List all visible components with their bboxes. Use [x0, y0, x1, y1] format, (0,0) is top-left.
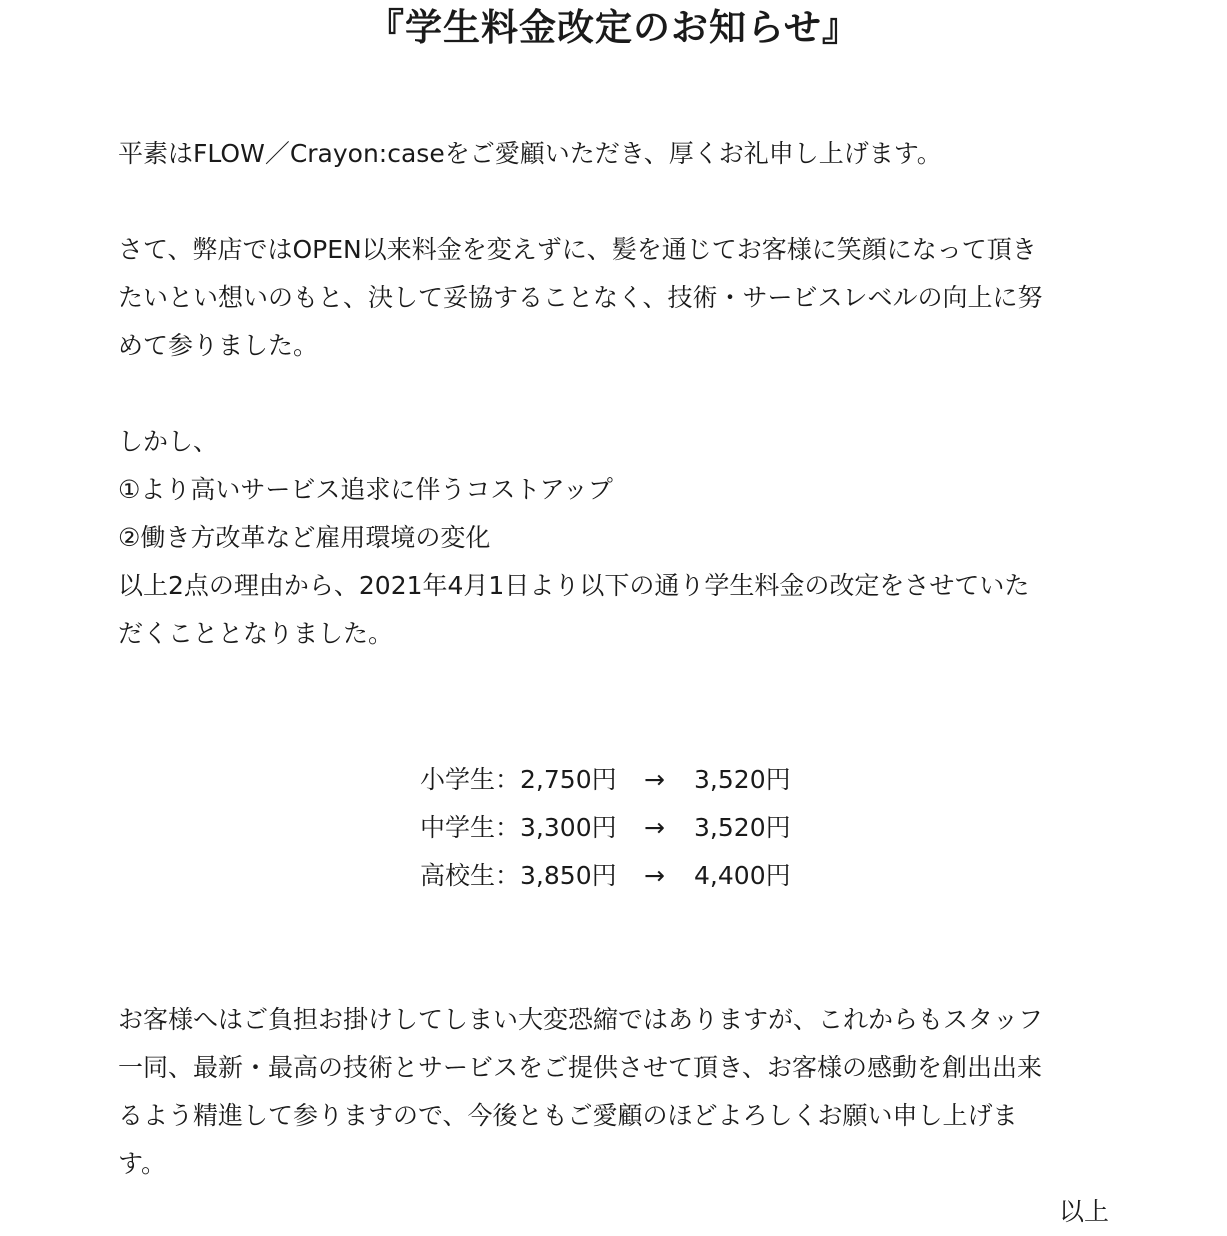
closing-paragraph	[118, 996, 1113, 1188]
reason-paragraph	[118, 418, 1113, 658]
arrow-icon: →	[644, 813, 665, 842]
price-row-junior-high	[420, 804, 791, 852]
signoff: 以上	[1058, 1197, 1109, 1226]
closing-line-1: お客様へはご負担お掛けしてしまい大変恐縮ではありますが、これからもスタッフ	[118, 1005, 1044, 1034]
closing-line-4: す。	[118, 1149, 167, 1178]
new-price: 3,520円	[694, 813, 791, 842]
greeting-paragraph	[118, 130, 1113, 178]
price-separator: ：	[495, 861, 521, 890]
history-line-3: めて参りました。	[118, 331, 319, 360]
reason-line-1: しかし、	[118, 427, 219, 456]
price-category: 高校生	[420, 861, 496, 890]
price-row-elementary	[420, 756, 791, 804]
reason-item-2: ②働き方改革など雇用環境の変化	[118, 523, 491, 552]
reason-line-5: だくこととなりました。	[118, 619, 394, 648]
old-price: 3,300円	[520, 813, 617, 842]
price-category: 中学生	[420, 813, 496, 842]
arrow-icon: →	[644, 861, 665, 890]
price-separator: ：	[495, 813, 521, 842]
new-price: 4,400円	[694, 861, 791, 890]
price-row-high-school	[420, 852, 791, 900]
price-separator: ：	[495, 765, 521, 794]
page-title: 『学生料金改定のお知らせ』	[367, 6, 860, 49]
reason-item-1: ①より高いサービス追求に伴うコストアップ	[118, 475, 613, 504]
history-line-1: さて、弊店ではOPEN以来料金を変えずに、髪を通じてお客様に笑顔になって頂き	[118, 235, 1037, 264]
closing-line-3: るよう精進して参りますので、今後ともご愛顧のほどよろしくお願い申し上げま	[118, 1101, 1018, 1130]
new-price: 3,520円	[694, 765, 791, 794]
arrow-icon: →	[644, 765, 665, 794]
greeting-line: 平素はFLOW／Crayon:caseをご愛顧いただき、厚くお礼申し上げます。	[118, 139, 942, 168]
closing-line-2: 一同、最新・最高の技術とサービスをご提供させて頂き、お客様の感動を創出出来	[118, 1053, 1043, 1082]
price-category: 小学生	[420, 765, 496, 794]
reason-line-4: 以上2点の理由から、2021年4月1日より以下の通り学生料金の改定をさせていた	[118, 571, 1030, 600]
old-price: 2,750円	[520, 765, 617, 794]
old-price: 3,850円	[520, 861, 617, 890]
history-line-2: たいとい想いのもと、決して妥協することなく、技術・サービスレベルの向上に努	[118, 283, 1043, 312]
history-paragraph	[118, 226, 1113, 370]
price-list	[420, 756, 791, 900]
